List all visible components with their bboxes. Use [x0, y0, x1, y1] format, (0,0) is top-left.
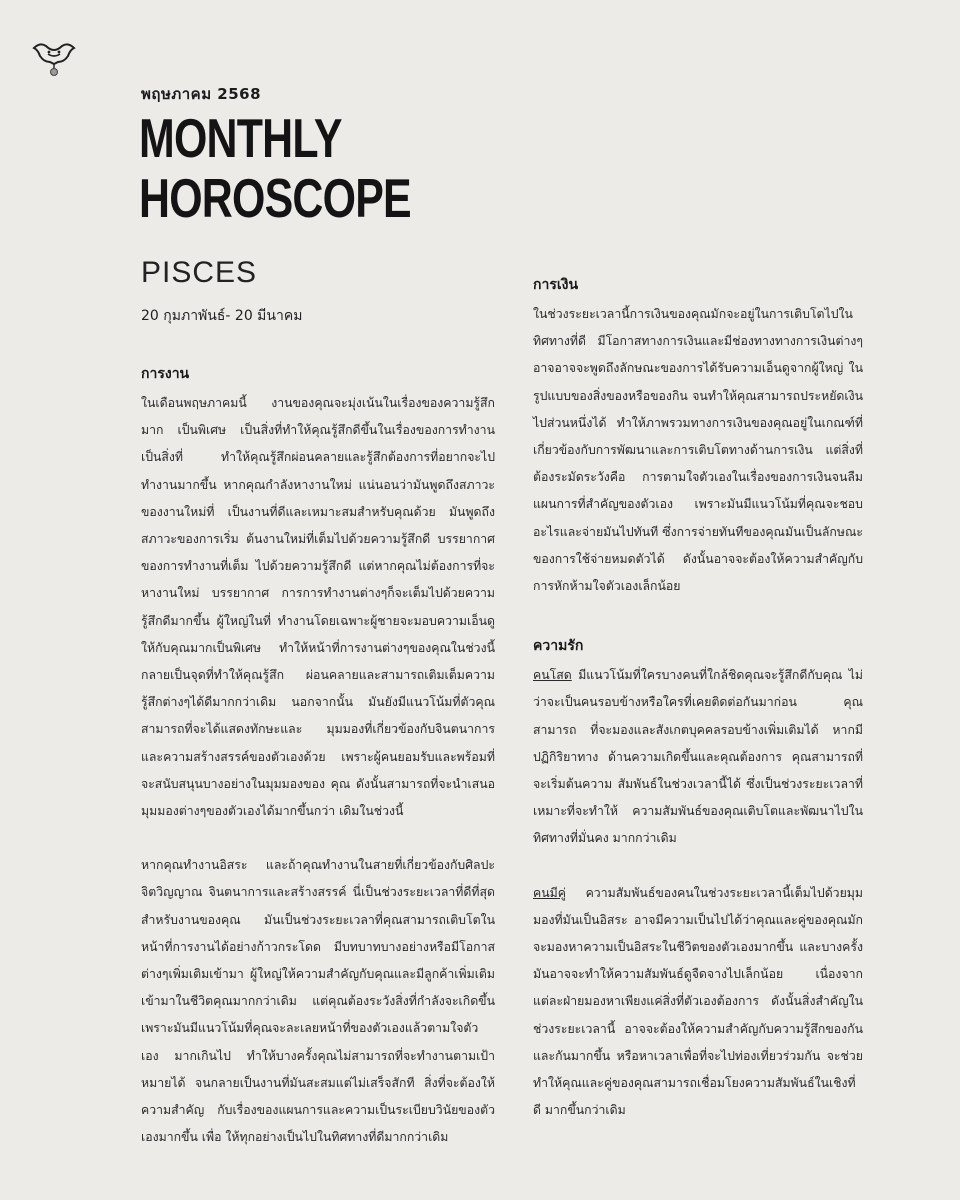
work-paragraph-2: หากคุณทำงานอิสระ และถ้าคุณทำงานในสายที่เกี่ยวข้องกับศิลปะ จิตวิญญาณ จินตนาการและสร้างสรรค์ นี่เป็นช่วงระยะเวลาที่ดีที่สุด สำหรับงานของคุณ มันเป็นช่วงระยะเวลาที่คุณสามารถเติบโตใน หน้าที่การงานได้อย่างก้าวกระโดด มีบทบาทบางอย่างหรือมีโอกาส ต่างๆเพิ่มเติมเข้ามา ผู้ใหญ่ให้ความสำคัญกับคุณและมีลูกค้าเพิ่มเติม เข้ามาในชีวิตคุณมากกว่าเดิม แต่คุณต้องระวังสิ่งที่กำลังจะเกิดขึ้น เพราะมันมีแนวโน้มที่คุณจะละเลยหน้าที่ของตัวเองแล้วตามใจตัวเอง มากเกินไป ทำให้บางครั้งคุณไม่สามารถที่จะทำงานตามเป้าหมายได้ จนกลายเป็นงานที่มันสะสมแต่ไม่เสร็จสักที สิ่งที่จะต้องให้ความสำคัญ กับเรื่องของแผนการและความเป็นระเบียบวินัยของตัวเองมากขึ้น เพื่อ ให้ทุกอย่างเป็นไปในทิศทางที่ดีมากกว่าเดิม — [141, 858, 495, 1145]
love-single-paragraph — [533, 662, 863, 852]
work-paragraph-1: ในเดือนพฤษภาคมนี้ งานของคุณจะมุ่งเน้นในเรื่องของความรู้สึกมาก เป็นพิเศษ เป็นสิ่งที่ทำให้คุณรู้สึกดีขึ้นในเรื่องของการทำงาน เป็นสิ่งที่ ทำให้คุณรู้สึกผ่อนคลายและรู้สึกต้องการที่อยากจะไปทำงานมากขึ้น หากคุณกำลังหางานใหม่ แน่นอนว่ามันพูดถึงสภาวะของงานใหม่ที่ เป็นงานที่ดีและเหมาะสมสำหรับคุณด้วย มันพูดถึงสภาวะของการเริ่ม ต้นงานใหม่ที่เต็มไปด้วยความรู้สึกดี บรรยากาศของการทำงานที่เต็ม ไปด้วยความรู้สึกดี แต่หากคุณไม่ต้องการที่จะหางานใหม่ บรรยากาศ การการทำงานต่างๆก็จะเต็มไปด้วยความรู้สึกดีมากขึ้น ผู้ใหญ่ในที่ ทำงานโดยเฉพาะผู้ชายจะมอบความเอ็นดูให้กับคุณมากเป็นพิเศษ ทำให้หน้าที่การงานต่างๆของคุณในช่วงนี้กลายเป็นจุดที่ทำให้คุณรู้สึก ผ่อนคลายและสามารถเติมเต็มความรู้สึกต่างๆได้ดีมากกว่าเดิม นอกจากนั้น มันยังมีแนวโน้มที่ตัวคุณสามารถที่จะได้แสดงทักษะและ มุมมองที่เกี่ยวข้องกับจินตนาการและความสร้างสรรค์ของตัวเองด้วย เพราะผู้คนยอมรับและพร้อมที่จะสนับสนุนบางอย่างในมุมมองของ คุณ ดังนั้นสามารถที่จะนำเสนอมุมมองต่างๆของตัวเองได้มากขึ้นกว่า เดิมในช่วงนี้ — [141, 396, 495, 819]
right-column — [533, 273, 863, 1124]
sign-date-range: 20 กุมภาพันธ์- 20 มีนาคม — [141, 308, 303, 324]
work-section — [141, 362, 495, 1151]
money-section — [533, 273, 863, 600]
single-label: คนโสด — [533, 668, 572, 683]
couple-label: คนมีคู่ — [533, 885, 566, 900]
love-couple-paragraph — [533, 880, 863, 1125]
work-heading: การงาน — [141, 366, 190, 382]
love-section — [533, 634, 863, 1124]
couple-text: ความสัมพันธ์ของคนในช่วงระยะเวลานี้เต็มไปด้วยมุม มองที่มันเป็นอิสระ อาจมีความเป็นไปได้ว่าคุณและคู่ของคุณมัก จะมองหาความเป็นอิสระในชีวิตของตัวเองมากขึ้น และบางครั้ง มันอาจจะทำให้ความสัมพันธ์ดูจืดจางไปเล็กน้อย เนื่องจาก แต่ละฝ่ายมองหาเพียงแค่สิ่งที่ตัวเองต้องการ ดังนั้นสิ่งสำคัญใน ช่วงระยะเวลานี้ อาจจะต้องให้ความสำคัญกับความรู้สึกของกัน และกันมากขึ้น หรือหาเวลาเพื่อที่จะไปท่องเที่ยวร่วมกัน จะช่วย ทำให้คุณและคู่ของคุณสามารถเชื่อมโยงความสัมพันธ์ในเชิงที่ดี มากขึ้นกว่าเดิม — [533, 885, 863, 1118]
love-heading: ความรัก — [533, 638, 584, 655]
title-line-2: HOROSCOPE — [139, 167, 411, 229]
single-text: มีแนวโน้มที่ใครบางคนที่ใกล้ชิดคุณจะรู้สึกดีกับคุณ ไม่ ว่าจะเป็นคนรอบข้างหรือใครที่เคยติดต่อกันมาก่อน คุณสามารถ ที่จะมองและสังเกตบุคคลรอบข้างเพิ่มเติมได้ หากมีปฏิกิริยาทาง ด้านความเกิดขึ้นและคุณต้องการ คุณสามารถที่จะเริ่มต้นความ สัมพันธ์ในช่วงเวลานี้ได้ ซึ่งเป็นช่วงระยะเวลาที่เหมาะที่จะทำให้ ความสัมพันธ์ของคุณเติบโตและพัฒนาไปในทิศทางที่มั่นคง มากกว่าเดิม — [533, 668, 863, 846]
money-paragraph: ในช่วงระยะเวลานี้การเงินของคุณมักจะอยู่ในการเติบโตไปใน ทิศทางที่ดี มีโอกาสทางการเงินและมีช่องทางทางการเงินต่างๆ อาจอาจจะพูดถึงลักษณะของการได้รับความเอ็นดูจากผู้ใหญ่ ใน รูปแบบของสิ่งของหรือของกิน จนทำให้คุณสามารถประหยัดเงิน ไปส่วนหนึ่งได้ ทำให้ภาพรวมทางการเงินของคุณอยู่ในเกณฑ์ที่ เกี่ยวข้องกับการพัฒนาและการเติบโตทางด้านการเงิน แต่สิ่งที่ ต้องระมัดระวังคือ การตามใจตัวเองในเรื่องของการเงินจนลืม แผนการที่สำคัญของตัวเอง เพราะมันมีแนวโน้มที่คุณจะชอบ อะไรและจ่ายมันไปทันที ซึ่งการจ่ายทันทีของคุณมันเป็นลักษณะ ของการใช้จ่ายหมดตัวได้ ดังนั้นอาจจะต้องให้ความสำคัญกับ การหักห้ามใจตัวเองเล็กน้อย — [533, 307, 863, 594]
month-label: พฤษภาคม 2568 — [141, 85, 262, 103]
zodiac-sign: PISCES — [141, 256, 258, 289]
taurus-bull-icon — [30, 40, 78, 80]
money-heading: การเงิน — [533, 277, 579, 293]
title-line-1: MONTHLY — [139, 107, 342, 169]
page-title — [139, 108, 411, 228]
